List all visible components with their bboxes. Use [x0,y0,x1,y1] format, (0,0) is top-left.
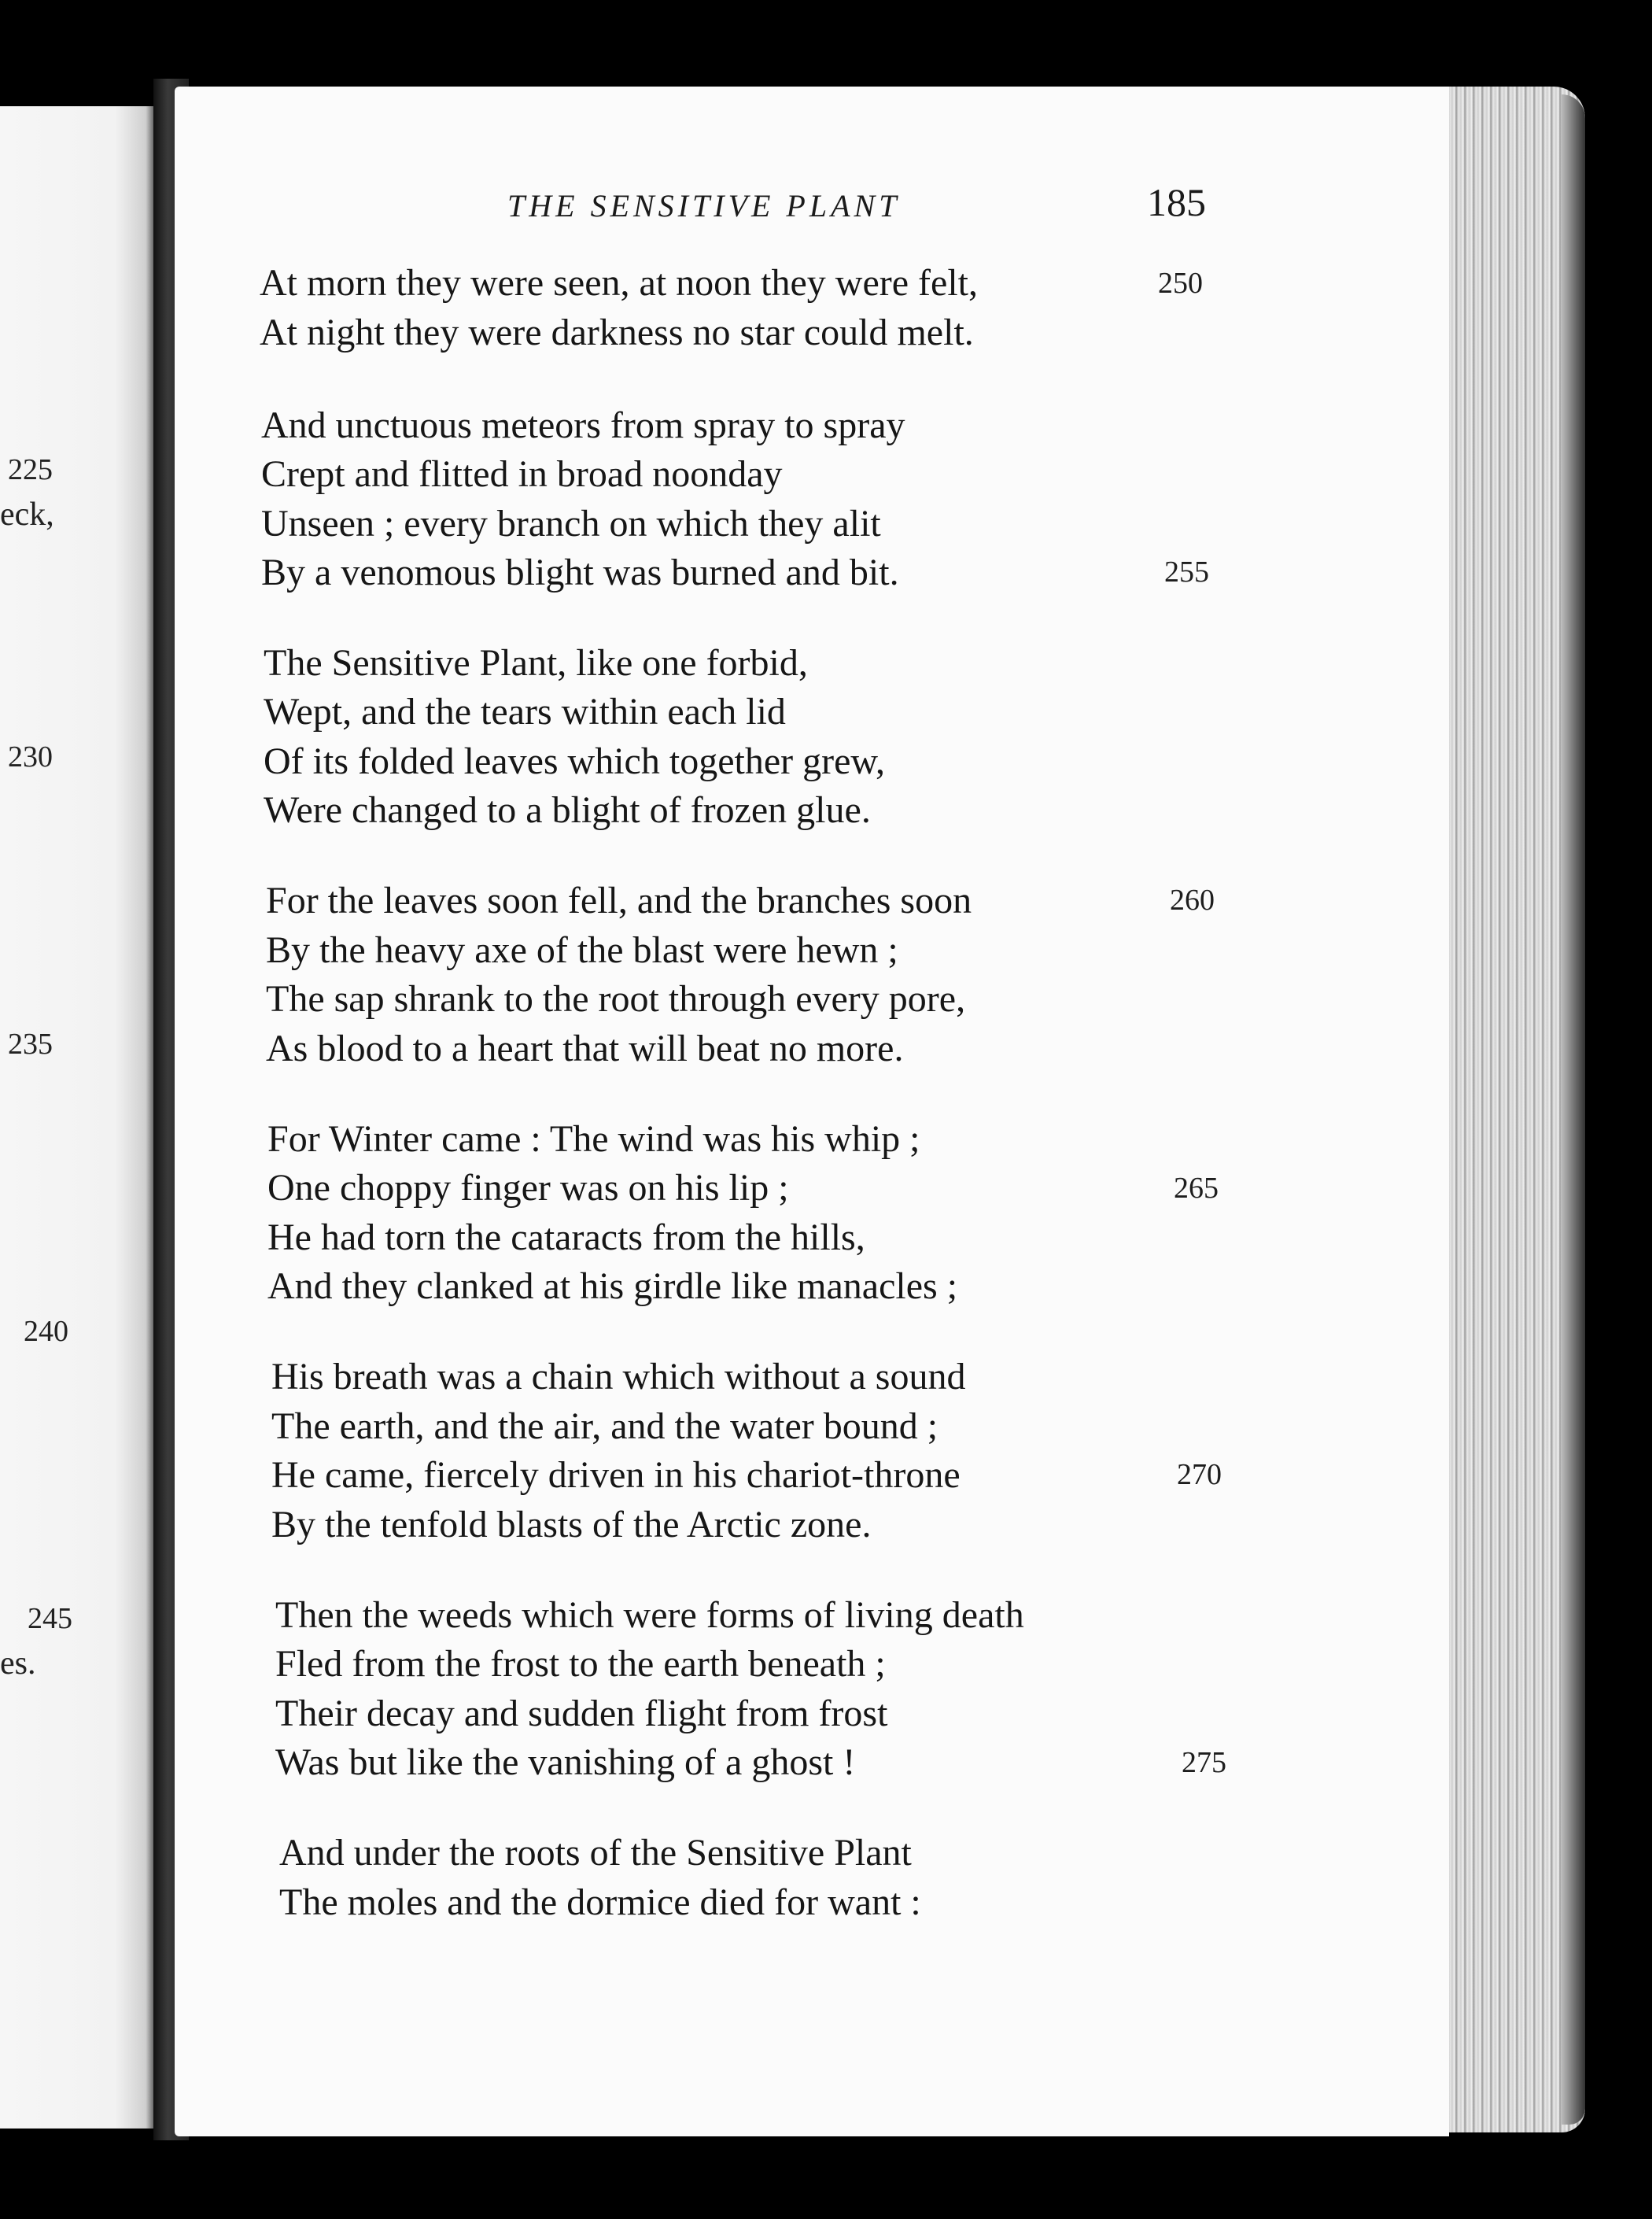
left-line-number: 240 [24,1315,68,1348]
verse-line: He came, fiercely driven in his chariot-throne [271,1454,961,1496]
verse-line: Fled from the frost to the earth beneath ; [275,1643,886,1685]
verse-line: Then the weeds which were forms of living death [275,1594,1024,1636]
verse-line: The sap shrank to the root through every pore, [266,978,966,1020]
edge-shadow [1562,94,1585,2125]
book-page [175,87,1449,2136]
left-line-number: 225 [8,453,53,486]
line-number: 275 [1182,1746,1226,1779]
verse-line: The earth, and the air, and the water bound ; [271,1405,938,1447]
left-text-fragment: es. [0,1645,36,1682]
verse-line: One choppy finger was on his lip ; [267,1167,789,1209]
verse-line: For the leaves soon fell, and the branches soon [266,880,972,921]
verse-line: By the heavy axe of the blast were hewn ; [266,929,898,971]
verse-line: His breath was a chain which without a sound [271,1356,966,1397]
verse-line: At night they were darkness no star could melt. [260,312,974,353]
verse-line: And unctuous meteors from spray to spray [261,404,905,446]
line-number: 270 [1177,1458,1222,1491]
verse-line: Were changed to a blight of frozen glue. [264,789,871,831]
previous-page [0,106,153,2129]
line-number: 260 [1170,884,1215,917]
left-line-number: 235 [8,1028,53,1061]
verse-line: And they clanked at his girdle like manacles ; [267,1265,958,1307]
verse-line: Was but like the vanishing of a ghost ! [275,1741,856,1783]
verse-line: Unseen ; every branch on which they alit [261,503,881,545]
verse-line: And under the roots of the Sensitive Plant [279,1832,912,1874]
verse-line: By a venomous blight was burned and bit. [261,552,899,593]
left-text-fragment: eck, [0,497,54,533]
line-number: 250 [1158,267,1203,300]
verse-line: As blood to a heart that will beat no more. [266,1028,904,1069]
verse-line: By the tenfold blasts of the Arctic zone. [271,1504,872,1545]
verse-line: Wept, and the tears within each lid [264,691,786,733]
left-line-number: 230 [8,740,53,774]
page-number: 185 [1147,180,1206,224]
running-head: THE SENSITIVE PLANT [507,188,901,223]
verse-line: He had torn the cataracts from the hills, [267,1217,865,1258]
verse-line: Their decay and sudden flight from frost [275,1693,888,1734]
line-number: 265 [1174,1172,1219,1205]
verse-line: Of its folded leaves which together grew, [264,740,885,782]
verse-line: At morn they were seen, at noon they were felt, [260,262,979,304]
verse-line: The moles and the dormice died for want : [279,1881,921,1923]
verse-line: The Sensitive Plant, like one forbid, [264,642,808,684]
left-line-number: 245 [28,1602,72,1635]
verse-line: For Winter came : The wind was his whip ; [267,1118,920,1160]
line-number: 255 [1164,556,1209,589]
verse-line: Crept and flitted in broad noonday [261,453,783,495]
